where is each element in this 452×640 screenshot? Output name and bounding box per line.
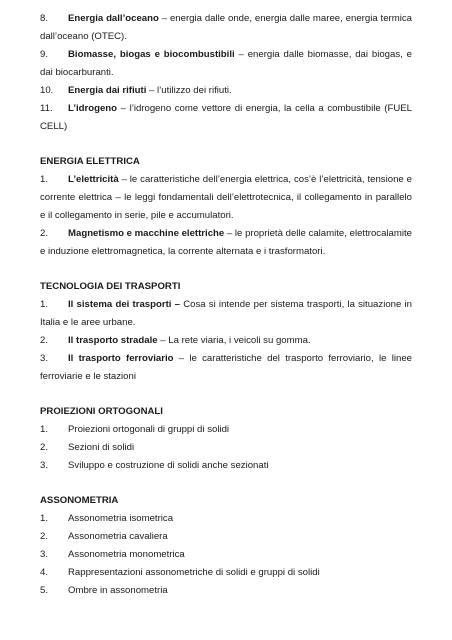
item-text: – le caratteristiche del trasporto ferroviario, le linee ferroviarie e le stazioni <box>40 353 412 382</box>
item-text: Assonometria monometrica <box>68 549 185 560</box>
item-number: 2. <box>40 531 49 542</box>
item-number: 1. <box>40 174 49 185</box>
item-number: 3. <box>40 353 49 364</box>
section-energia-elettrica <box>40 153 412 261</box>
item-text: – l’idrogeno come vettore di energia, la cella a combustibile (FUEL CELL) <box>40 103 412 132</box>
list-item <box>40 10 412 46</box>
list-item <box>40 332 412 350</box>
list-item <box>40 510 412 528</box>
section-tecnologia-trasporti <box>40 278 412 386</box>
item-number: 1. <box>40 513 49 524</box>
item-text: Ombre in assonometria <box>68 585 168 596</box>
section-proiezioni-ortogonali <box>40 403 412 475</box>
item-title: Magnetismo e macchine elettriche <box>68 228 225 239</box>
item-number: 10. <box>40 85 54 96</box>
item-title: L’elettricità <box>68 174 119 185</box>
list-item <box>40 296 412 332</box>
item-text: Sviluppo e costruzione di solidi anche sezionati <box>68 460 269 471</box>
item-text: Assonometria cavaliera <box>68 531 168 542</box>
item-number: 4. <box>40 567 49 578</box>
item-title: L’idrogeno <box>68 103 118 114</box>
list-item <box>40 350 412 386</box>
list-item <box>40 528 412 546</box>
item-text: Rappresentazioni assonometriche di solidi e gruppi di solidi <box>68 567 320 578</box>
item-title: Biomasse, biogas e biocombustibili <box>68 49 235 60</box>
list-item <box>40 564 412 582</box>
item-text: Assonometria isometrica <box>68 513 174 524</box>
item-number: 2. <box>40 335 49 346</box>
item-text: – l’utilizzo dei rifiuti. <box>146 85 232 96</box>
document-page <box>40 10 412 600</box>
item-number: 5. <box>40 585 49 596</box>
item-number: 9. <box>40 49 49 60</box>
item-title: Energia dall’oceano <box>68 13 159 24</box>
item-number: 1. <box>40 424 49 435</box>
section-heading: ASSONOMETRIA <box>40 495 119 506</box>
item-text: – le caratteristiche dell’energia elettrica, cos’è l’elettricità, tensione e corrente elettrica – le leggi fondamentali dell’elettrotecnica, il collegamento in parallelo e il collegamento in serie, pile e accumulatori. <box>40 174 412 221</box>
section-heading: TECNOLOGIA DEI TRASPORTI <box>40 281 181 292</box>
item-text: Sezioni di solidi <box>68 442 135 453</box>
item-title: Il trasporto ferroviario <box>68 353 174 364</box>
item-text: Proiezioni ortogonali di gruppi di solidi <box>68 424 230 435</box>
section-assonometria <box>40 492 412 600</box>
item-title: Il sistema dei trasporti – <box>68 299 180 310</box>
list-item <box>40 100 412 136</box>
item-text: – energia dalle biomasse, dai biogas, e dai biocarburanti. <box>40 49 412 78</box>
section-heading: ENERGIA ELETTRICA <box>40 156 140 167</box>
item-number: 3. <box>40 549 49 560</box>
list-item <box>40 46 412 82</box>
item-number: 2. <box>40 228 49 239</box>
item-number: 3. <box>40 460 49 471</box>
list-item <box>40 457 412 475</box>
item-number: 11. <box>40 103 53 114</box>
item-text: – le proprietà delle calamite, elettrocalamite e induzione elettromagnetica, la corrente alternata e i trasformatori. <box>40 228 412 257</box>
list-item <box>40 225 412 261</box>
item-number: 2. <box>40 442 49 453</box>
item-text: – energia dalle onde, energia dalle maree, energia termica dall’oceano (OTEC). <box>40 13 412 42</box>
item-number: 1. <box>40 299 49 310</box>
list-item <box>40 439 412 457</box>
item-title: Energia dai rifiuti <box>68 85 147 96</box>
item-text: – La rete viaria, i veicoli su gomma. <box>157 335 311 346</box>
list-item <box>40 582 412 600</box>
item-text: Cosa si intende per sistema trasporti, la situazione in Italia e le aree urbane. <box>40 299 412 328</box>
item-title: Il trasporto stradale <box>68 335 158 346</box>
list-item <box>40 421 412 439</box>
list-item <box>40 82 412 100</box>
item-number: 8. <box>40 13 49 24</box>
list-item <box>40 171 412 225</box>
list-item <box>40 546 412 564</box>
section-heading: PROIEZIONI ORTOGONALI <box>40 406 163 417</box>
energia-list <box>40 10 412 136</box>
